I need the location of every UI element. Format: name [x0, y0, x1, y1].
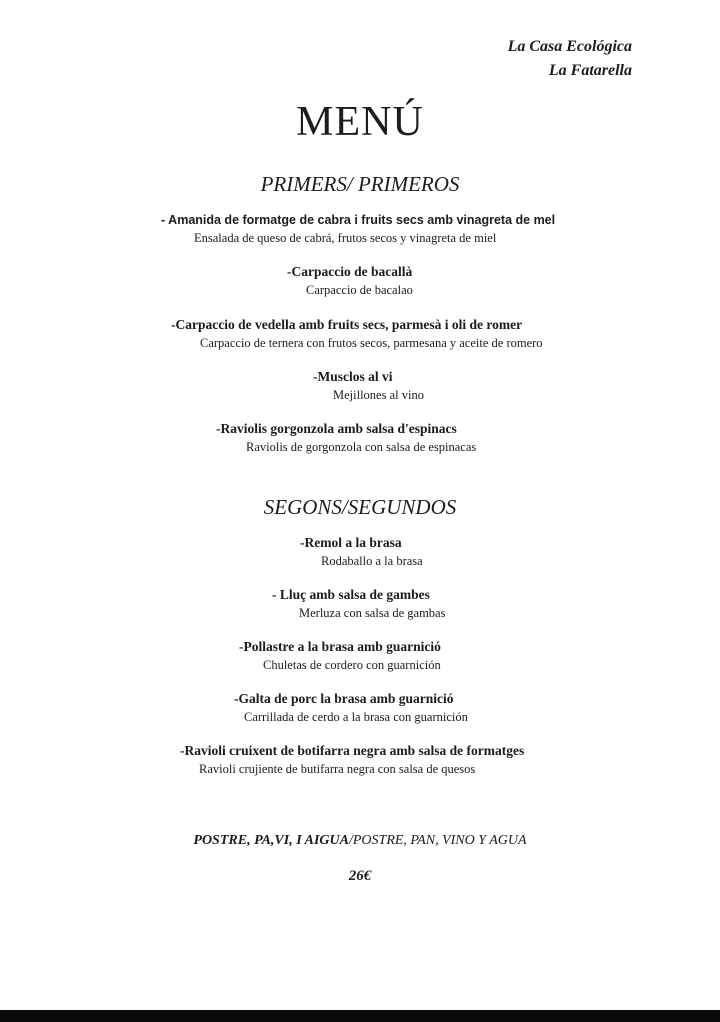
dish-catalan-name: -Musclos al vi — [313, 369, 393, 384]
dish-spanish-name: Raviolis de gorgonzola con salsa de espinacas — [246, 440, 477, 454]
dish-spanish-name: Carpaccio de ternera con frutos secos, parmesana y aceite de romero — [200, 336, 543, 350]
dish-spanish-name: Ravioli crujiente de butifarra negra con salsa de quesos — [199, 762, 476, 776]
dish-spanish-name: Rodaballo a la brasa — [321, 554, 423, 568]
dish-catalan-name: -Carpaccio de bacallà — [287, 264, 413, 279]
dish-catalan-name: -Ravioli cruixent de botifarra negra amb salsa de formatges — [180, 743, 525, 758]
dish-catalan-name: - Amanida de formatge de cabra i fruits secs amb vinagreta de mel — [161, 213, 556, 227]
dish-catalan-name: -Pollastre a la brasa amb guarnició — [239, 639, 441, 654]
menu-includes-catalan: POSTRE, PA,VI, I AIGUA — [193, 833, 349, 848]
dish-spanish-name: Merluza con salsa de gambas — [299, 606, 446, 620]
menu-title: MENÚ — [296, 99, 424, 145]
restaurant-location: La Fatarella — [548, 62, 632, 79]
menu-price: 26€ — [348, 868, 372, 884]
dish-catalan-name: -Remol a la brasa — [300, 535, 402, 550]
dish-catalan-name: -Carpaccio de vedella amb fruits secs, parmesà i oli de romer — [171, 317, 523, 332]
dish-catalan-name: -Raviolis gorgonzola amb salsa d'espinacs — [216, 421, 457, 436]
dish-spanish-name: Carpaccio de bacalao — [306, 283, 413, 297]
bottom-edge-bar — [0, 1010, 720, 1022]
dish-spanish-name: Carrillada de cerdo a la brasa con guarnición — [244, 710, 468, 724]
menu-includes — [0, 832, 720, 850]
section-title-primers: PRIMERS/ PRIMEROS — [260, 172, 460, 196]
dish-catalan-name: - Lluç amb salsa de gambes — [272, 587, 430, 602]
dish-catalan-name: -Galta de porc la brasa amb guarnició — [234, 691, 454, 706]
section-title-segons: SEGONS/SEGUNDOS — [263, 495, 457, 519]
dish-spanish-name: Ensalada de queso de cabrá, frutos secos y vinagreta de miel — [194, 231, 497, 245]
dish-spanish-name: Chuletas de cordero con guarnición — [263, 658, 441, 672]
restaurant-name: La Casa Ecológica — [507, 38, 632, 55]
menu-includes-spanish: /POSTRE, PAN, VINO Y AGUA — [348, 833, 527, 848]
dish-spanish-name: Mejillones al vino — [333, 388, 424, 402]
